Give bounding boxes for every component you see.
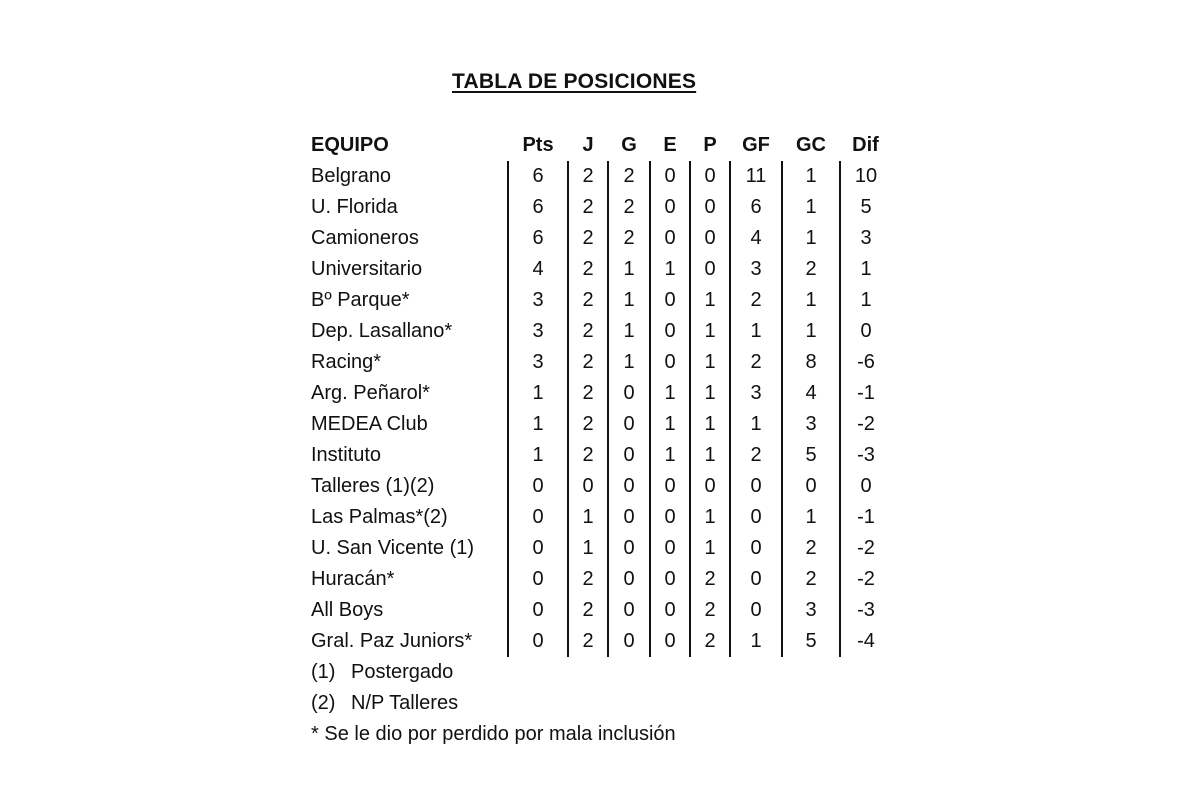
cell-dif: -1 [840, 502, 891, 533]
cell-p: 1 [690, 378, 730, 409]
cell-equipo: U. San Vicente (1) [311, 537, 475, 559]
cell-j: 2 [568, 409, 608, 440]
cell-p: 0 [690, 161, 730, 192]
cell-j: 2 [568, 285, 608, 316]
cell-equipo: Huracán* [311, 568, 395, 590]
cell-j: 2 [568, 626, 608, 657]
cell-dif: 0 [840, 316, 891, 347]
cell-gf: 0 [730, 502, 782, 533]
cell-dif: -2 [840, 564, 891, 595]
cell-p: 1 [690, 533, 730, 564]
cell-g: 0 [608, 626, 650, 657]
cell-gf: 0 [730, 533, 782, 564]
cell-pts: 3 [508, 347, 568, 378]
cell-p: 2 [690, 564, 730, 595]
cell-dif: 5 [840, 192, 891, 223]
cell-pts: 0 [508, 626, 568, 657]
header-g: G [621, 134, 637, 156]
cell-pts: 6 [508, 223, 568, 254]
cell-j: 0 [568, 471, 608, 502]
header-p: P [703, 134, 717, 156]
cell-gc: 1 [782, 161, 840, 192]
table-row [309, 161, 891, 192]
cell-p: 1 [690, 440, 730, 471]
cell-pts: 1 [508, 378, 568, 409]
cell-e: 0 [650, 192, 690, 223]
cell-gc: 2 [782, 564, 840, 595]
cell-g: 1 [608, 254, 650, 285]
header-gf: GF [742, 134, 770, 156]
standings-table [309, 130, 891, 657]
footnote-marker: (2) [311, 692, 336, 714]
cell-g: 0 [608, 471, 650, 502]
cell-dif: 1 [840, 254, 891, 285]
footnote-text: N/P Talleres [351, 692, 459, 714]
cell-e: 1 [650, 440, 690, 471]
table-row [309, 471, 891, 502]
cell-gc: 5 [782, 626, 840, 657]
cell-g: 0 [608, 502, 650, 533]
cell-gc: 2 [782, 533, 840, 564]
cell-e: 0 [650, 347, 690, 378]
cell-pts: 0 [508, 502, 568, 533]
cell-e: 0 [650, 564, 690, 595]
cell-j: 2 [568, 564, 608, 595]
table-row [309, 564, 891, 595]
table-row [309, 254, 891, 285]
cell-pts: 6 [508, 161, 568, 192]
cell-dif: 3 [840, 223, 891, 254]
cell-g: 2 [608, 161, 650, 192]
cell-j: 2 [568, 254, 608, 285]
cell-equipo: Arg. Peñarol* [311, 382, 430, 404]
cell-gc: 1 [782, 192, 840, 223]
cell-g: 0 [608, 595, 650, 626]
cell-equipo: Bº Parque* [311, 289, 410, 311]
cell-dif: -2 [840, 409, 891, 440]
cell-equipo: All Boys [311, 599, 384, 621]
cell-equipo: Universitario [311, 258, 423, 280]
page-title: TABLA DE POSICIONES [452, 70, 697, 93]
cell-e: 0 [650, 223, 690, 254]
cell-gf: 11 [730, 161, 782, 192]
cell-g: 0 [608, 440, 650, 471]
cell-pts: 0 [508, 471, 568, 502]
cell-dif: -4 [840, 626, 891, 657]
cell-e: 0 [650, 471, 690, 502]
cell-p: 0 [690, 254, 730, 285]
cell-e: 1 [650, 409, 690, 440]
table-row [309, 223, 891, 254]
cell-gf: 4 [730, 223, 782, 254]
cell-j: 1 [568, 502, 608, 533]
cell-p: 1 [690, 316, 730, 347]
cell-pts: 0 [508, 533, 568, 564]
table-row [309, 502, 891, 533]
header-pts: Pts [522, 134, 554, 156]
cell-equipo: Las Palmas*(2) [311, 506, 448, 528]
cell-j: 2 [568, 316, 608, 347]
cell-dif: 0 [840, 471, 891, 502]
cell-dif: -2 [840, 533, 891, 564]
cell-e: 0 [650, 316, 690, 347]
cell-g: 0 [608, 533, 650, 564]
table-body [309, 161, 891, 657]
cell-equipo: Gral. Paz Juniors* [311, 630, 473, 652]
cell-gc: 1 [782, 316, 840, 347]
cell-p: 0 [690, 471, 730, 502]
cell-p: 1 [690, 502, 730, 533]
cell-gf: 2 [730, 285, 782, 316]
cell-g: 2 [608, 223, 650, 254]
footnote-text: Se le dio por perdido por mala inclusión [324, 723, 676, 745]
cell-gc: 5 [782, 440, 840, 471]
cell-e: 0 [650, 533, 690, 564]
cell-gf: 2 [730, 347, 782, 378]
cell-equipo: Camioneros [311, 227, 419, 249]
cell-dif: 1 [840, 285, 891, 316]
cell-gc: 0 [782, 471, 840, 502]
cell-gf: 3 [730, 254, 782, 285]
table-row [309, 316, 891, 347]
cell-e: 1 [650, 378, 690, 409]
cell-e: 0 [650, 595, 690, 626]
cell-equipo: Racing* [311, 351, 382, 373]
cell-e: 0 [650, 285, 690, 316]
cell-gc: 1 [782, 285, 840, 316]
header-gc: GC [796, 134, 826, 156]
cell-equipo: Dep. Lasallano* [311, 320, 453, 342]
cell-pts: 0 [508, 564, 568, 595]
cell-gc: 3 [782, 409, 840, 440]
header-row [309, 130, 891, 161]
footnote [311, 719, 676, 750]
cell-j: 2 [568, 347, 608, 378]
cell-p: 1 [690, 409, 730, 440]
cell-dif: -3 [840, 595, 891, 626]
footnote-marker: * [311, 723, 319, 745]
table-row [309, 626, 891, 657]
header-equipo: EQUIPO [311, 134, 389, 156]
cell-j: 2 [568, 440, 608, 471]
cell-g: 0 [608, 378, 650, 409]
cell-equipo: MEDEA Club [311, 413, 428, 435]
footnotes [311, 657, 676, 750]
cell-p: 0 [690, 192, 730, 223]
cell-gf: 0 [730, 471, 782, 502]
table-row [309, 285, 891, 316]
cell-j: 2 [568, 595, 608, 626]
cell-g: 0 [608, 564, 650, 595]
table-row [309, 595, 891, 626]
cell-equipo: U. Florida [311, 196, 398, 218]
cell-pts: 3 [508, 316, 568, 347]
cell-gf: 1 [730, 316, 782, 347]
cell-g: 1 [608, 347, 650, 378]
cell-j: 2 [568, 378, 608, 409]
cell-e: 0 [650, 502, 690, 533]
cell-gf: 2 [730, 440, 782, 471]
cell-e: 0 [650, 161, 690, 192]
cell-g: 0 [608, 409, 650, 440]
cell-dif: -3 [840, 440, 891, 471]
cell-g: 1 [608, 316, 650, 347]
cell-gf: 1 [730, 409, 782, 440]
header-e: E [663, 134, 677, 156]
cell-gc: 8 [782, 347, 840, 378]
cell-gc: 2 [782, 254, 840, 285]
cell-gf: 1 [730, 626, 782, 657]
cell-p: 2 [690, 626, 730, 657]
table-row [309, 409, 891, 440]
table-row [309, 347, 891, 378]
cell-pts: 3 [508, 285, 568, 316]
table-row [309, 192, 891, 223]
footnote [311, 657, 676, 688]
cell-j: 1 [568, 533, 608, 564]
header-dif: Dif [852, 134, 879, 156]
table-row [309, 378, 891, 409]
cell-j: 2 [568, 161, 608, 192]
cell-dif: -1 [840, 378, 891, 409]
cell-gc: 1 [782, 223, 840, 254]
cell-equipo: Talleres (1)(2) [311, 475, 435, 497]
cell-p: 1 [690, 347, 730, 378]
cell-equipo: Belgrano [311, 165, 392, 187]
cell-p: 0 [690, 223, 730, 254]
cell-gf: 6 [730, 192, 782, 223]
cell-pts: 4 [508, 254, 568, 285]
cell-pts: 0 [508, 595, 568, 626]
cell-dif: -6 [840, 347, 891, 378]
cell-gc: 1 [782, 502, 840, 533]
header-j: J [582, 134, 594, 156]
cell-p: 1 [690, 285, 730, 316]
footnote-text: Postergado [351, 661, 454, 683]
cell-e: 1 [650, 254, 690, 285]
table-header [309, 130, 891, 161]
footnote [311, 688, 676, 719]
cell-gc: 4 [782, 378, 840, 409]
cell-pts: 6 [508, 192, 568, 223]
cell-j: 2 [568, 192, 608, 223]
cell-j: 2 [568, 223, 608, 254]
cell-dif: 10 [840, 161, 891, 192]
cell-p: 2 [690, 595, 730, 626]
cell-pts: 1 [508, 440, 568, 471]
cell-g: 2 [608, 192, 650, 223]
cell-gf: 0 [730, 564, 782, 595]
table-row [309, 533, 891, 564]
cell-e: 0 [650, 626, 690, 657]
footnote-marker: (1) [311, 661, 336, 683]
cell-gc: 3 [782, 595, 840, 626]
cell-g: 1 [608, 285, 650, 316]
cell-pts: 1 [508, 409, 568, 440]
cell-gf: 0 [730, 595, 782, 626]
cell-gf: 3 [730, 378, 782, 409]
table-row [309, 440, 891, 471]
cell-equipo: Instituto [311, 444, 382, 466]
